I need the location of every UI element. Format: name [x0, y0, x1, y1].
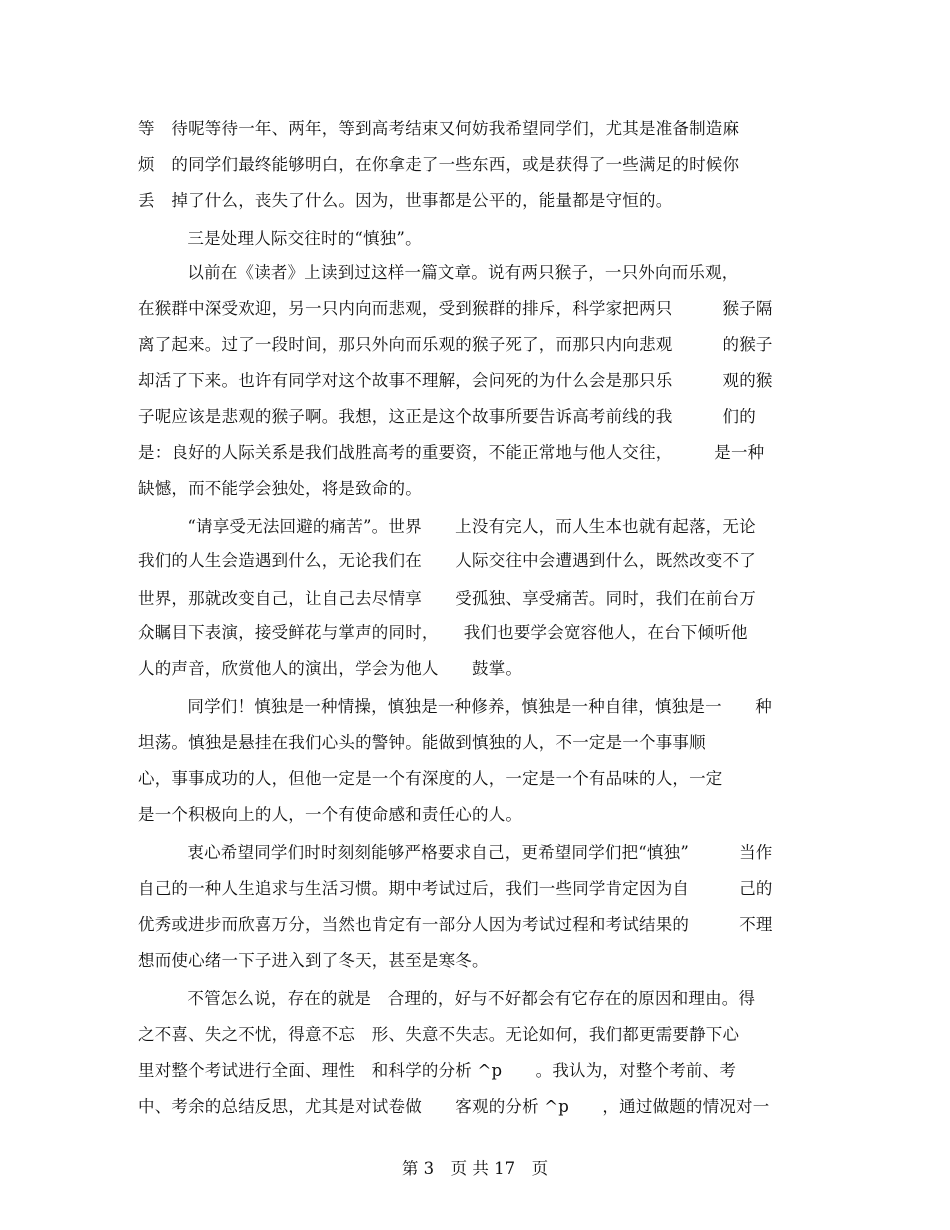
text-line: 坦荡。慎独是悬挂在我们心头的警钟。能做到慎独的人，不一定是一个事事顺 — [138, 733, 706, 752]
text-line: 众瞩目下表演，接受鲜花与掌声的同时， 我们也要学会宽容他人，在台下倾听他 — [138, 623, 748, 642]
text-line: 等 待呢等待一年、两年，等到高考结束又何妨我希望同学们，尤其是准备制造麻 — [138, 119, 740, 138]
text-line: 想而使心绪一下子进入到了冬天，甚至是寒冬。 — [138, 951, 489, 970]
page-footer: 第 3 页 共 17 页 — [401, 1159, 549, 1178]
text-line: 人的声音，欣赏他人的演出，学会为他人 鼓掌。 — [138, 659, 523, 678]
text-line: 缺憾，而不能学会独处，将是致命的。 — [138, 479, 422, 498]
text-line: 三是处理人际交往时的“慎独”。 — [154, 229, 422, 248]
text-line: 离了起来。过了一段时间，那只外向而乐观的猴子死了，而那只内向悲观 的猴子 — [138, 335, 773, 354]
text-line: 里对整个考试进行全面、理性 和科学的分析 ^p 。我认为，对整个考前、考 — [138, 1061, 737, 1080]
text-line: 优秀或进步而欣喜万分，当然也肯定有一部分人因为考试过程和考试结果的 不理 — [138, 915, 773, 934]
text-line: 子呢应该是悲观的猴子啊。我想，这正是这个故事所要告诉高考前线的我 们的 — [138, 407, 756, 426]
text-line: 在猴群中深受欢迎，另一只内向而悲观，受到猴群的排斥，科学家把两只 猴子隔 — [138, 299, 773, 318]
text-line: 以前在《读者》上读到过这样一篇文章。说有两只猴子，一只外向而乐观， — [154, 263, 739, 282]
text-line: 同学们！慎独是一种情操，慎独是一种修养，慎独是一种自律，慎独是一 种 — [154, 697, 772, 716]
text-line: 是一个积极向上的人，一个有使命感和责任心的人。 — [138, 805, 523, 824]
text-line: 我们的人生会造遇到什么，无论我们在 人际交往中会遭遇到什么，既然改变不了 — [138, 551, 756, 570]
text-line: 之不喜、失之不忧，得意不忘 形、失意不失志。无论如何，我们都更需要静下心 — [138, 1025, 740, 1044]
text-line: 不管怎么说，存在的就是 合理的，好与不好都会有它存在的原因和理由。得 — [154, 989, 756, 1008]
text-line: 心，事事成功的人，但他一定是一个有深度的人，一定是一个有品味的人，一定 — [138, 769, 723, 788]
text-line: 是：良好的人际关系是我们战胜高考的重要资，不能正常地与他人交往， 是一种 — [138, 443, 765, 462]
text-line: 却活了下来。也许有同学对这个故事不理解，会问死的为什么会是那只乐 观的猴 — [138, 371, 773, 390]
text-line: 自己的一种人生追求与生活习惯。期中考试过后，我们一些同学肯定因为自 己的 — [138, 879, 773, 898]
text-line: 世界，那就改变自己，让自己去尽情享 受孤独、享受痛苦。同时，我们在前台万 — [138, 589, 756, 608]
text-line: 烦 的同学们最终能够明白，在你拿走了一些东西，或是获得了一些满足的时候你 — [138, 155, 740, 174]
text-line: 衷心希望同学们时时刻刻能够严格要求自己，更希望同学们把“慎独” 当作 — [154, 843, 773, 862]
text-line: “请享受无法回避的痛苦”。世界 上没有完人，而人生本也就有起落，无论 — [154, 517, 756, 536]
text-line: 丢 掉了什么，丧失了什么。因为，世事都是公平的，能量都是守恒的。 — [138, 191, 673, 210]
text-line: 中、考余的总结反思，尤其是对试卷做 客观的分析 ^p ，通过做题的情况对一 — [138, 1097, 770, 1116]
